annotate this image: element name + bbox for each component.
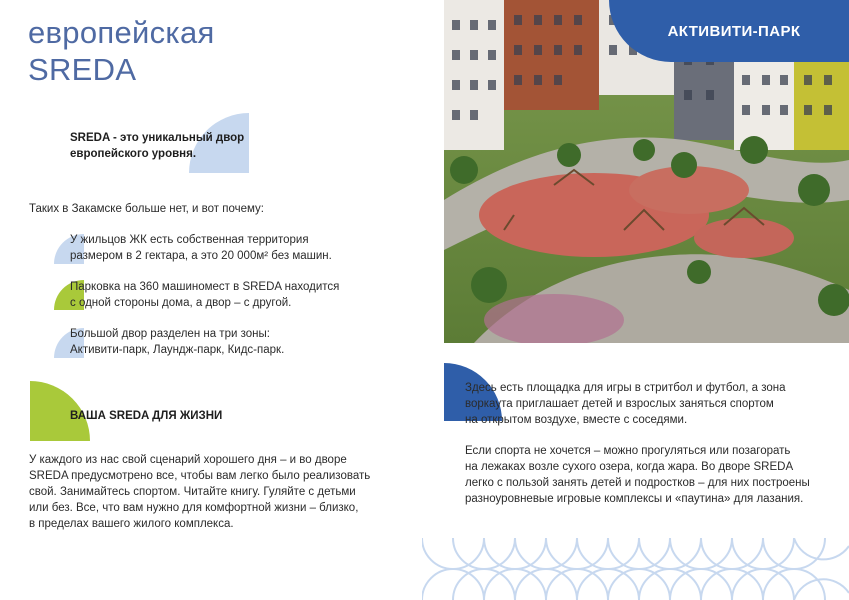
section-heading: ВАША SREDA ДЛЯ ЖИЗНИ [70,410,223,422]
title-line-1: европейская [28,15,215,50]
section-line-2: SREDA предусмотрено все, чтобы вам легко было реализовать [29,470,371,482]
lead-text: Таких в Закамске больше нет, и вот почему: [29,203,264,215]
activity-paragraph-2 [465,443,810,507]
section-line-1: У каждого из нас свой сценарий хорошего дня – и во дворе [29,454,347,466]
bullet-2-line-1: Парковка на 360 машиномест в SREDA находится [70,281,340,293]
intro-text: SREDA - это уникальный двор европейского уровня. [70,132,245,160]
para2-line-2: на лежаках возле сухого озера, когда жара. Во дворе SREDA [465,461,794,473]
para2-line-1: Если спорта не хочется – можно прогуляться или позагорать [465,445,791,457]
para1-line-1: Здесь есть площадка для игры в стритбол и футбол, а зона [465,382,786,394]
para1-line-3: на открытом воздухе, вместе с соседями. [465,414,688,426]
para1-line-2: воркаута приглашает детей и взрослых заняться спортом [465,398,774,410]
bullet-3-line-2: Активити-парк, Лаундж-парк, Кидс-парк. [70,344,285,356]
page-title [28,14,215,88]
section-badge: АКТИВИТИ-ПАРК [609,0,849,62]
section-line-5: в пределах вашего жилого комплекса. [29,518,234,530]
bullet-1 [70,232,332,264]
title-line-2: SREDA [28,52,137,87]
bullet-1-line-2: размером в 2 гектара, а это 20 000м² без машин. [70,250,332,262]
bullet-3-line-1: Большой двор разделен на три зоны: [70,328,270,340]
bullet-3 [70,326,284,358]
bullet-2-line-2: с одной стороны дома, а двор – с другой. [70,297,292,309]
section-line-4: или без. Все, что вам нужно для комфортной жизни – близко, [29,502,359,514]
section-body [29,452,370,532]
bullet-2 [70,279,339,311]
activity-paragraph-1 [465,380,786,428]
bullet-1-line-1: У жильцов ЖК есть собственная территория [70,234,309,246]
para2-line-3: легко с пользой занять детей и подростков – для них построены [465,477,810,489]
courtyard-photo [444,0,849,343]
section-line-3: свой. Занимайтесь спортом. Читайте книгу. Гуляйте с детьми [29,486,356,498]
para2-line-4: разноуровневые игровые комплексы и «паутина» для лазания. [465,493,804,505]
arc-pattern-decoration [422,538,849,600]
